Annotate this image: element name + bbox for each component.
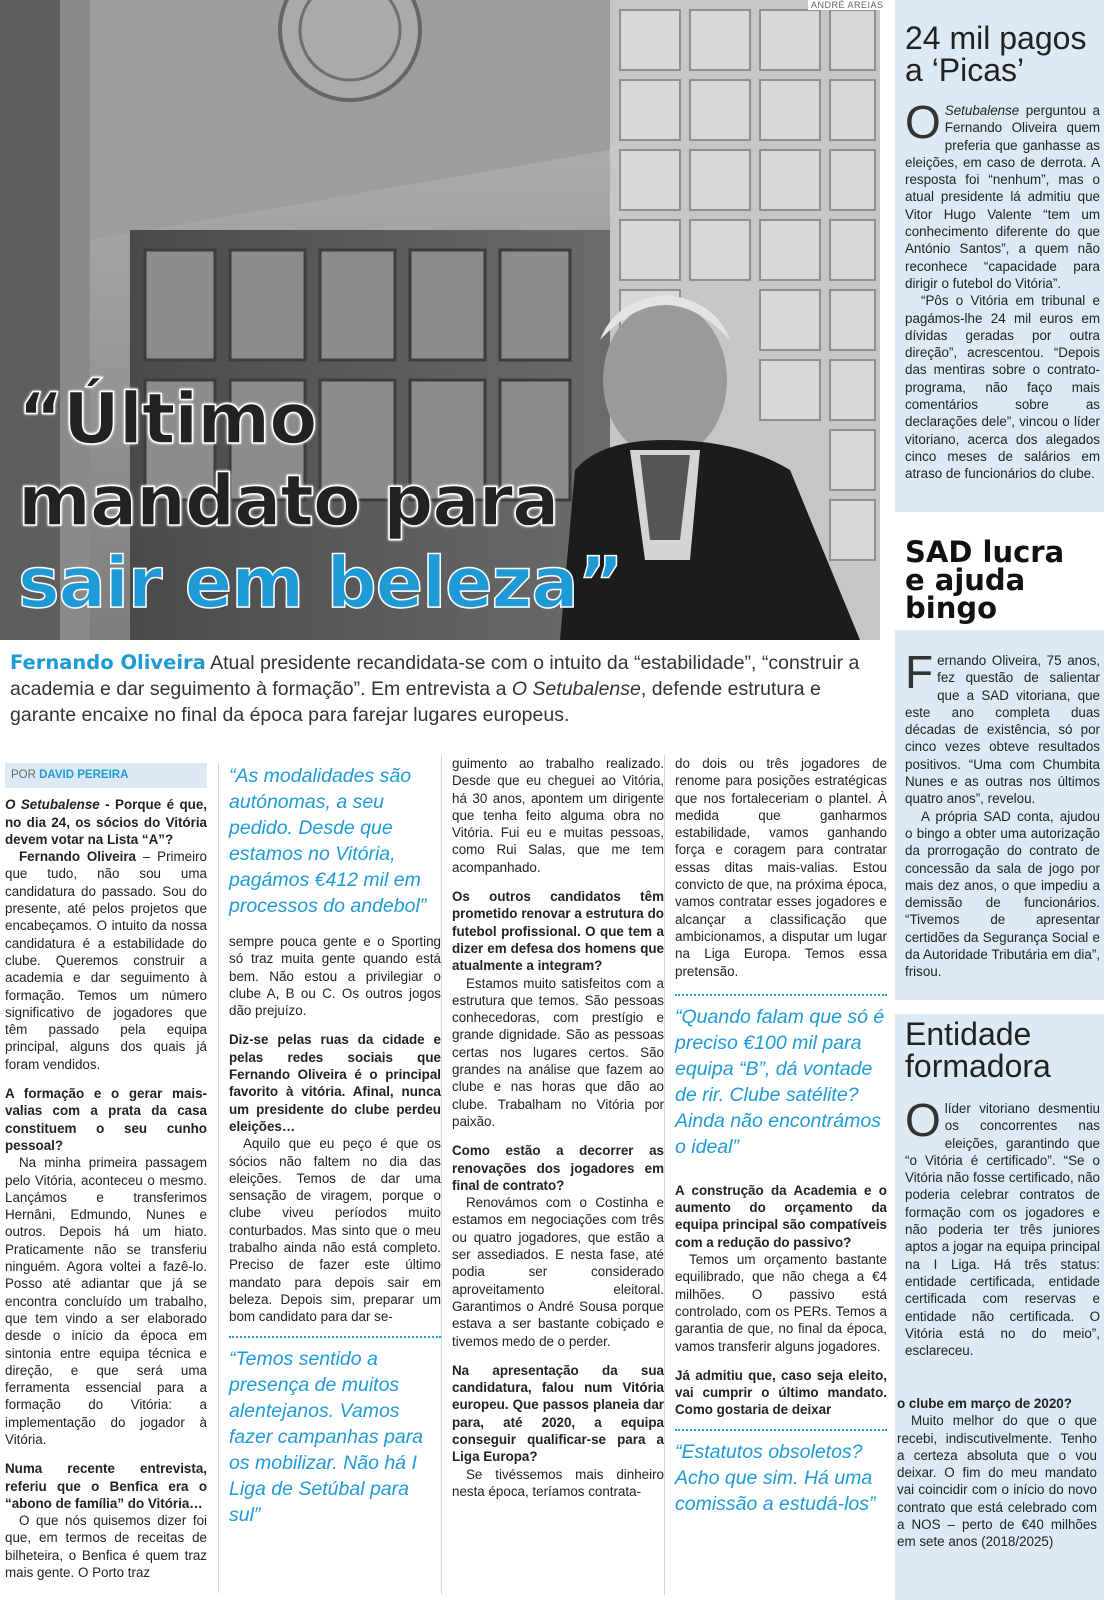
photo-credit: ANDRÉ AREIAS (808, 0, 887, 10)
sidebar-box-3: Entidade formadora O líder vitoriano desmentiu os concorrentes nas eleições, garantindo que “o Vitória é certificado”. “Se o Vitória não fosse certificado, não poderia celebrar contratos de formação com os jogadores e não poderia ter três juniores aptos a jogar na equipa principal na I Liga. Há três status: entidade certificada, entidade certificada com reservas e entidade não certificada. O Vitória está no do meio”, esclareceu. (905, 1016, 1100, 1359)
box2-body: Fernando Oliveira, 75 anos, fez questão de salientar que a SAD vitoriana, que este ano completa duas décadas de existência, só por cinco vezes obteve resultados positivos. “Uma com Chumbita Nunes e as outras nos últimos quatro anos”, revelou. A própria SAD conta, ajudou o bingo a obter uma autorização da prorrogação do contrato de concessão da sala de jogo por mais dez anos, o que impediu a demissão de funcionários. “Tivemos de apresentar certidões da Segurança Social e da Autoridade Tributária em dia”, frisou. (905, 646, 1100, 980)
box1-title-line-1: 24 mil pagos (905, 20, 1087, 56)
column-1: POR DAVID PEREIRA O Setubalense - Porque é que, no dia 24, os sócios do Vitória devem votar na Lista “A”? Fernando Oliveira – Primeiro que tudo, não sou uma candidatura do passado. Sou do presente, até pelos projetos que encabeçamos. O intuito da nossa candidatura é a estabilidade do clube. Queremos construir a academia e dar seguimento à formação. Temos um número significativo de jogadores que têm passado pela equipa principal, alguns dos quais já foram vendidos. A formação e o gerar mais-valias com a prata da casa constituem o seu cunho pessoal? Na minha primeira passagem pelo Vitória, aconteceu o mesmo. Lançámos e transferimos Hernâni, Edmundo, Nunes e outros. Depois há um hiato. Praticamente não se transferiu ninguém. Agora voltei a fazê-lo. Posso até adiantar que já se encontra concluído um trabalho, que tem vindo a ser elaborado desde o início da época em sintonia entre equipa técnica e direção, e que será uma ferramenta essencial para a formação do Vitória: a implementação do jogador à Vitória. Numa recente entrevista, referiu que o Benfica era o “abono de família” do Vitória… O que nós quisemos dizer foi que, em termos de receitas de bilheteira, o Benfica é quem traz mais gente. O Porto traz (5, 763, 207, 1581)
column-3: guimento ao trabalho realizado. Desde que eu cheguei ao Vitória, há 30 anos, apontem um dirigente que tenha feito alguma obra no Vitória. Fui eu e muitas pessoas, como Rui Salas, que me tem acompanhado. Os outros candidatos têm prometido renovar a estrutura do futebol profissional. O que tem a dizer em defesa dos homens que atualmente a integram? Estamos muito satisfeitos com a estrutura que temos. São pessoas conhecedoras, com prestígio e grande dignidade. São as pessoas certas nos lugares certos. São grandes na análise que fazem ao clube e nas horas que dão ao clube. Trabalham no Vitória por paixão. Como estão a decorrer as renovações dos jogadores em final de contrato? Renovámos com o Costinha e estamos em negociações com três ou quatro jogadores, que estão a ser assediados. E nesta fase, até podia ser considerado aproveitamento eleitoral. Garantimos o André Sousa porque estava a ser bastante cobiçado e tivemos medo de o perder. Na apresentação da sua candidatura, falou num Vitória europeu. Que passos planeia dar para, até 2020, a equipa conseguir qualificar-se para a Liga Europa? Se tivéssemos mais dinheiro nesta época, teríamos contrata- (441, 755, 664, 1595)
pull-quote-1: “As modalidades são autónomas, a seu pedido. Desde que estamos no Vitória, pagámos €412 mil em processos do andebol” (229, 765, 427, 917)
pull-quote-3: “Quando falam que só é preciso €100 mil para equipa “B”, dá vontade de rir. Clube satélite? Ainda não encontrámos o ideal” (675, 994, 887, 1160)
drop-cap: O (905, 96, 941, 148)
column-4: do dois ou três jogadores de renome para posições estratégicas que nos fortaleceriam o plantel. À medida que ganharmos estabilidade, vamos ganhando força e coragem para contratar essas ditas mais-valias. Estou convicto de que, na próxima época, vamos contratar esses jogadores e alcançar a classificação que ambicionamos, a disputar um lugar na Liga Europa. Temos essa pretensão. “Quando falam que só é preciso €100 mil para equipa “B”, dá vontade de rir. Clube satélite? Ainda não encontrámos o ideal” A construção da Academia e o aumento do orçamento da equipa principal são compatíveis com a redução do passivo? Temos um orçamento bastante equilibrado, que não chega a €4 milhões. O passivo está controlado, com os PERs. Temos a garantia de que, no final da época, vamos transferir alguns jogadores. Já admitiu que, caso seja eleito, vai cumprir o último mandato. Como gostaria de deixar “Estatutos obsoletos? Acho que sim. Há uma comissão a estudá-los” (664, 755, 887, 1595)
sidebar (895, 0, 1104, 1600)
pull-quote-2: “Temos sentido a presença de muitos alentejanos. Vamos fazer campanhas para os mobilizar. Não há I Liga de Setúbal para sul” (229, 1336, 441, 1528)
byline: POR DAVID PEREIRA (5, 763, 207, 788)
box1-title-line-2: a ‘Picas’ (905, 52, 1025, 88)
lead-paragraph: Fernando Oliveira Atual presidente recandidata-se com o intuito da “estabilidade”, “construir a academia e dar seguimento à formação”. Em entrevista a O Setubalense, defende estrutura e garante encaixe no final da época para farejar lugares europeus. (10, 651, 860, 726)
column-5: o clube em março de 2020? Muito melhor do que o que recebi, indiscutivelmente. Tenho a certeza absoluta que o vou deixar. O fim do meu mandato vai coincidir com o início do novo contrato que está celebrado com a NOS – perto de €40 milhões em sete anos (2018/2025) (897, 1396, 1097, 1550)
headline-line-1: “Último (18, 378, 317, 460)
headline-line-2: mandato para (18, 460, 559, 542)
headline-line-3: sair em beleza” (18, 542, 623, 624)
column-2: “As modalidades são autónomas, a seu pedido. Desde que estamos no Vitória, pagámos €412 mil em processos do andebol” sempre pouca gente e o Sporting só traz muita gente quando está bem. Não estou a privilegiar o clube A, B ou C. Os outros jogos dão prejuízo. Diz-se pelas ruas da cidade e pelas redes sociais que Fernando Oliveira é o principal favorito à vitória. Afinal, nunca um presidente do clube perdeu eleições… Aquilo que eu peço é que os sócios não faltem no dia das eleições. Temos de dar uma sensação de viragem, porque o clube viveu períodos muito conturbados. Mas sinto que o meu trabalho ainda não está completo. Preciso de fazer este último mandato para depois sair em beleza. Depois sim, preparar um bom candidato para dar se- “Temos sentido a presença de muitos alentejanos. Vamos fazer campanhas para os mobilizar. Não há I Liga de Setúbal para sul” (218, 763, 441, 1593)
sidebar-box-1 (905, 22, 1100, 483)
sidebar-box-2-title: SAD lucra e ajuda bingo (905, 535, 1065, 625)
pull-quote-4: “Estatutos obsoletos? Acho que sim. Há uma comissão a estudá-los” (675, 1429, 887, 1517)
box1-body: O Setubalense perguntou a Fernando Oliveira quem preferia que ganhasse as eleições, em caso de derrota. A resposta foi “nenhum”, mas o atual presidente lá admitiu que Vitor Hugo Valente “tem um conhecimento diferente do que António Santos”, a quem não reconhece “capacidade para dirigir o futebol do Vitória”. “Pôs o Vitória em tribunal e pagámos-lhe 24 mil euros em dívidas geradas por outra direção”, acrescentou. “Depois das mentiras sobre o contrato-programa, não faço mais comentários sobre as declarações dele”, vincou o líder vitoriano, acerca dos alegados cinco meses de salários em atraso de funcionários do clube. (905, 96, 1100, 482)
